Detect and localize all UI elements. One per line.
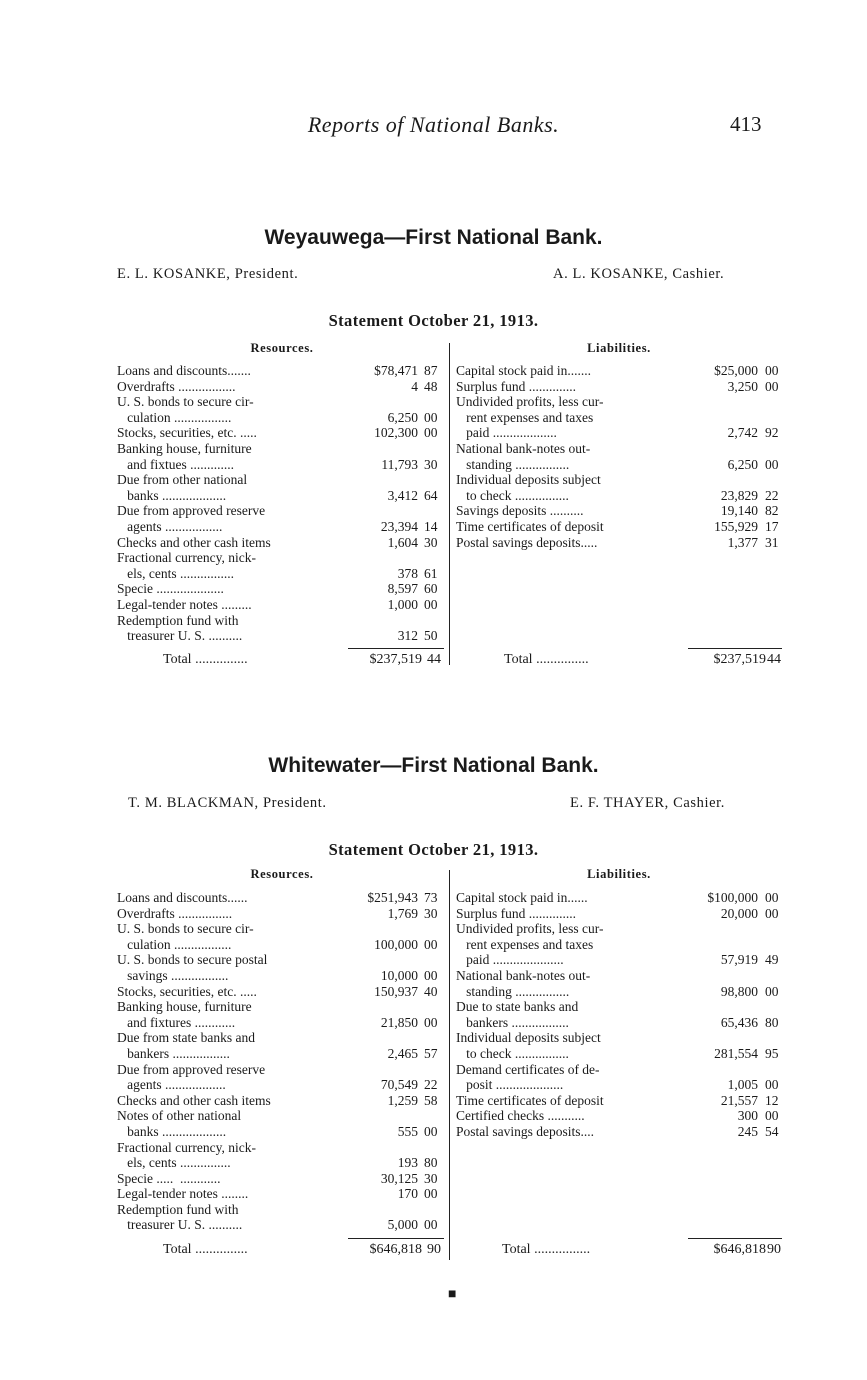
ledger-amount: 1,604 [387,534,418,550]
ledger-amount: 245 [737,1123,758,1139]
ledger-row [456,472,782,488]
ledger-label: standing ................ [456,983,570,999]
ledger-amount: $78,471 [374,363,418,378]
ledger-row [117,1171,447,1187]
ledger-row [456,1124,782,1140]
ledger-row [456,441,782,457]
ledger-row [117,613,447,629]
ledger-label: savings ................. [117,967,229,983]
ledger-row [117,472,447,488]
ledger-label: Surplus fund .............. [456,378,577,394]
ledger-row [117,1108,447,1124]
ledger-cents: 48 [424,378,438,394]
ledger-label: Loans and discounts....... [117,363,251,378]
total-rule-resources [348,1238,444,1239]
ledger-cents: 40 [424,983,438,999]
ledger-label: Overdrafts ................. [117,378,236,394]
ledger-amount: 3,412 [387,487,418,503]
ledger-cents: 00 [765,890,779,905]
ledger-amount: 1,005 [727,1077,758,1093]
ledger-label: Undivided profits, less cur- [456,921,604,937]
ledger-amount: 19,140 [720,503,758,519]
ledger-cents: 00 [765,1077,779,1093]
liabilities-heading: Liabilities. [587,341,651,355]
ledger-cents: 30 [424,1170,438,1186]
total-amount: $237,519 [369,652,422,667]
ledger-row [117,1186,447,1202]
ledger-row [456,999,782,1015]
ledger-amount: 2,465 [387,1045,418,1061]
ledger-amount: 30,125 [380,1170,418,1186]
ledger-row [456,921,782,937]
ledger-amount: 555 [397,1123,418,1139]
ledger-cents: 00 [765,1108,779,1124]
ledger-label: Overdrafts ................ [117,905,233,921]
ledger-row [117,999,447,1015]
total-rule-liabilities [688,1238,782,1239]
ledger-cents: 12 [765,1092,779,1108]
ledger-label: Specie ..... ............ [117,1170,221,1186]
ledger-row [117,968,447,984]
ledger-label: treasurer U. S. .......... [117,1217,243,1233]
ledger-cents: 00 [424,596,438,612]
ledger-row [117,457,447,473]
ledger-row [117,535,447,551]
ledger-cents: 30 [424,905,438,921]
ledger-label: bankers ................. [117,1045,230,1061]
ledger-label: Postal savings deposits.... [456,1123,595,1139]
ledger-row [456,425,782,441]
ledger-amount: $25,000 [714,363,758,378]
ledger-label: to check ................ [456,487,569,503]
ledger-cents: 14 [424,518,438,534]
ledger-amount: 21,557 [720,1092,758,1108]
ledger-row [117,503,447,519]
ledger-row [117,363,447,379]
ledger-row [117,628,447,644]
total-label: Total ............... [163,652,248,667]
ledger-label: Redemption fund with [117,1201,239,1217]
total-cents: 90 [767,1242,781,1257]
ledger-label: Legal-tender notes ........ [117,1186,249,1202]
ledger-amount: 5,000 [387,1217,418,1233]
ledger-row [117,1030,447,1046]
bank-title: Whitewater—First National Bank. [268,754,599,777]
ledger-label: U. S. bonds to secure cir- [117,921,254,937]
ledger-row [456,394,782,410]
ledger-label: banks ................... [117,487,227,503]
statement-date: Statement October 21, 1913. [328,311,539,330]
ledger-row [456,968,782,984]
ledger-cents: 30 [424,534,438,550]
ledger-row [117,1155,447,1171]
ledger-row [456,519,782,535]
ornament: ■ [448,1287,457,1302]
ledger-label: Redemption fund with [117,612,239,628]
ledger-label: Notes of other national [117,1108,242,1124]
ledger-amount: $251,943 [367,890,418,905]
ledger-cents: 54 [765,1123,779,1139]
ledger-row [117,566,447,582]
ledger-label: Fractional currency, nick- [117,550,256,566]
liabilities-list [456,363,782,550]
ledger-amount: 20,000 [720,905,758,921]
ledger-row [117,581,447,597]
ledger-amount: 1,000 [387,596,418,612]
ledger-row [117,394,447,410]
ledger-amount: 4 [411,378,418,394]
ledger-label: Stocks, securities, etc. ..... [117,425,257,441]
total-liabilities [502,1242,786,1258]
ledger-amount: 65,436 [720,1014,758,1030]
ledger-cents: 00 [424,967,438,983]
total-rule-liabilities [688,648,782,649]
ledger-row [456,1030,782,1046]
ledger-label: Stocks, securities, etc. ..... [117,983,257,999]
ledger-row [117,425,447,441]
ledger-label: rent expenses and taxes [456,936,594,952]
ledger-amount: 193 [397,1155,418,1171]
ledger-row [117,890,447,906]
ledger-cents: 57 [424,1045,438,1061]
ledger-label: Due from state banks and [117,1030,255,1046]
ledger-label: Due from other national [117,472,248,488]
ledger-row [117,1077,447,1093]
ledger-row [456,937,782,953]
ledger-label: agents .................. [117,1077,226,1093]
ledger-label: National bank-notes out- [456,967,591,983]
ledger-label: agents ................. [117,518,223,534]
ledger-label: Specie .................... [117,581,224,597]
ledger-cents: 00 [424,1014,438,1030]
ledger-row [117,410,447,426]
ledger-row [117,488,447,504]
ledger-cents: 82 [765,503,779,519]
ledger-label: Banking house, furniture [117,999,252,1015]
ledger-cents: 49 [765,952,779,968]
total-amount: $646,818 [713,1242,766,1257]
ledger-amount: 100,000 [374,936,418,952]
ledger-label: Time certificates of deposit [456,518,604,534]
ledger-amount: 57,919 [720,952,758,968]
ledger-row [456,1077,782,1093]
ledger-label: Individual deposits subject [456,1030,601,1046]
ledger-label: U. S. bonds to secure postal [117,952,268,968]
ledger-amount: 11,793 [381,456,418,472]
total-amount: $237,519 [713,652,766,667]
ledger-row [117,952,447,968]
ledger-label: Demand certificates of de- [456,1061,600,1077]
resources-heading: Resources. [250,341,314,355]
ledger-label: Checks and other cash items [117,534,271,550]
ledger-label: Individual deposits subject [456,472,601,488]
total-liabilities [504,652,788,668]
ledger-row [117,441,447,457]
ledger-label: Due to state banks and [456,999,579,1015]
ledger-row [117,1124,447,1140]
cashier-name: A. L. KOSANKE, Cashier. [553,266,725,282]
bank-title: Weyauwega—First National Bank. [264,226,603,249]
ledger-cents: 80 [765,1014,779,1030]
liabilities-list [456,890,782,1140]
total-label: Total ............... [163,1242,248,1257]
ledger-cents: 58 [424,1092,438,1108]
ledger-row [456,1108,782,1124]
liabilities-heading: Liabilities. [587,867,651,881]
ledger-row [117,519,447,535]
ledger-row [456,488,782,504]
ledger-label: Checks and other cash items [117,1092,271,1108]
ledger-cents: 22 [765,487,779,503]
ledger-cents: 30 [424,456,438,472]
ledger-cents: 80 [424,1155,438,1171]
ledger-row [456,410,782,426]
ledger-cents: 87 [424,363,438,378]
ledger-label: paid ................... [456,425,557,441]
total-cents: 44 [767,652,781,667]
ledger-cents: 00 [424,1186,438,1202]
resources-list [117,890,447,1233]
total-resources [163,1242,447,1258]
ledger-row [117,1015,447,1031]
ledger-amount: 70,549 [380,1077,418,1093]
ledger-amount: 150,937 [374,983,418,999]
ledger-label: els, cents ............... [117,1155,231,1171]
ledger-row [456,1046,782,1062]
ledger-cents: 22 [424,1077,438,1093]
statement-date: Statement October 21, 1913. [328,840,539,859]
ledger-label: culation ................. [117,936,232,952]
column-divider [449,870,450,1260]
ledger-amount: 8,597 [387,581,418,597]
ledger-amount: 281,554 [714,1045,758,1061]
total-rule-resources [348,648,444,649]
ledger-label: treasurer U. S. .......... [117,628,243,644]
running-title: Reports of National Banks. [307,112,560,137]
ledger-amount: 1,259 [387,1092,418,1108]
ledger-row [456,952,782,968]
ledger-row [456,457,782,473]
ledger-label: Banking house, furniture [117,440,252,456]
ledger-label: Due from approved reserve [117,503,266,519]
ledger-cents: 31 [765,534,779,550]
total-resources [163,652,447,668]
total-label: Total ................ [502,1242,591,1257]
ledger-amount: 3,250 [727,378,758,394]
ledger-label: els, cents ................ [117,565,234,581]
ledger-cents: 00 [765,456,779,472]
ledger-row [456,503,782,519]
running-head [0,112,867,142]
ledger-amount: 155,929 [714,518,758,534]
ledger-row [117,984,447,1000]
ledger-amount: 170 [397,1186,418,1202]
ledger-row [117,937,447,953]
ledger-row [117,1062,447,1078]
ledger-row [117,921,447,937]
ledger-cents: 73 [424,890,438,905]
ledger-cents: 00 [424,1123,438,1139]
ledger-cents: 00 [424,1217,438,1233]
ledger-amount: 300 [737,1108,758,1124]
ledger-cents: 00 [765,363,779,378]
ledger-amount: 10,000 [380,967,418,983]
page-number: 413 [730,112,762,136]
ledger-row [456,906,782,922]
ledger-label: and fixtues ............. [117,456,234,472]
ledger-label: rent expenses and taxes [456,409,594,425]
ledger-label: Surplus fund .............. [456,905,577,921]
ledger-row [456,890,782,906]
ledger-cents: 00 [765,378,779,394]
ledger-cents: 60 [424,581,438,597]
ledger-cents: 50 [424,628,438,644]
ledger-amount: 6,250 [387,409,418,425]
ledger-amount: 23,394 [380,518,418,534]
cashier-name: E. F. THAYER, Cashier. [570,795,726,811]
ledger-label: Due from approved reserve [117,1061,266,1077]
ledger-row [117,906,447,922]
ledger-amount: 312 [397,628,418,644]
ledger-amount: $100,000 [707,890,758,905]
ledger-label: National bank-notes out- [456,440,591,456]
ledger-cents: 00 [424,936,438,952]
ledger-row [117,597,447,613]
ledger-label: paid ..................... [456,952,564,968]
president-name: E. L. KOSANKE, President. [117,266,299,282]
ledger-amount: 21,850 [380,1014,418,1030]
ledger-row [117,1217,447,1233]
ledger-row [456,1062,782,1078]
ledger-label: bankers ................. [456,1014,569,1030]
ledger-label: Certified checks ........... [456,1108,585,1124]
ledger-label: culation ................. [117,409,232,425]
ledger-row [117,1140,447,1156]
ledger-cents: 00 [765,905,779,921]
ledger-amount: 2,742 [727,425,758,441]
ledger-cents: 17 [765,518,779,534]
total-cents: 90 [427,1242,441,1257]
ledger-label: Loans and discounts...... [117,890,248,905]
ledger-row [117,550,447,566]
ledger-label: Legal-tender notes ......... [117,596,252,612]
ledger-label: Postal savings deposits..... [456,534,598,550]
ledger-amount: 378 [397,565,418,581]
total-cents: 44 [427,652,441,667]
ledger-cents: 00 [424,409,438,425]
ledger-amount: 1,377 [727,534,758,550]
ledger-label: Fractional currency, nick- [117,1139,256,1155]
resources-heading: Resources. [250,867,314,881]
ledger-row [456,535,782,551]
ledger-row [456,1093,782,1109]
ledger-cents: 00 [765,983,779,999]
column-divider [449,343,450,665]
ledger-label: standing ................ [456,456,570,472]
ledger-label: Time certificates of deposit [456,1092,604,1108]
total-amount: $646,818 [369,1242,422,1257]
president-name: T. M. BLACKMAN, President. [128,795,327,811]
ledger-row [456,1015,782,1031]
ledger-cents: 95 [765,1045,779,1061]
ledger-row [117,1202,447,1218]
ledger-row [456,984,782,1000]
ledger-cents: 92 [765,425,779,441]
ledger-amount: 102,300 [374,425,418,441]
ledger-amount: 23,829 [720,487,758,503]
ledger-label: Capital stock paid in....... [456,363,591,378]
ledger-cents: 64 [424,487,438,503]
ledger-label: banks ................... [117,1123,227,1139]
ledger-row [117,1093,447,1109]
ledger-label: Savings deposits .......... [456,503,584,519]
total-label: Total ............... [504,652,589,667]
resources-list [117,363,447,644]
ledger-cents: 61 [424,565,438,581]
ledger-row [456,379,782,395]
ledger-amount: 98,800 [720,983,758,999]
ledger-label: Undivided profits, less cur- [456,394,604,410]
ledger-label: Capital stock paid in...... [456,890,588,905]
ledger-row [117,379,447,395]
ledger-amount: 6,250 [727,456,758,472]
ledger-label: U. S. bonds to secure cir- [117,394,254,410]
ledger-row [117,1046,447,1062]
ledger-cents: 00 [424,425,438,441]
ledger-row [456,363,782,379]
ledger-label: to check ................ [456,1045,569,1061]
ledger-label: posit .................... [456,1077,564,1093]
ledger-amount: 1,769 [387,905,418,921]
ledger-label: and fixtures ............ [117,1014,236,1030]
